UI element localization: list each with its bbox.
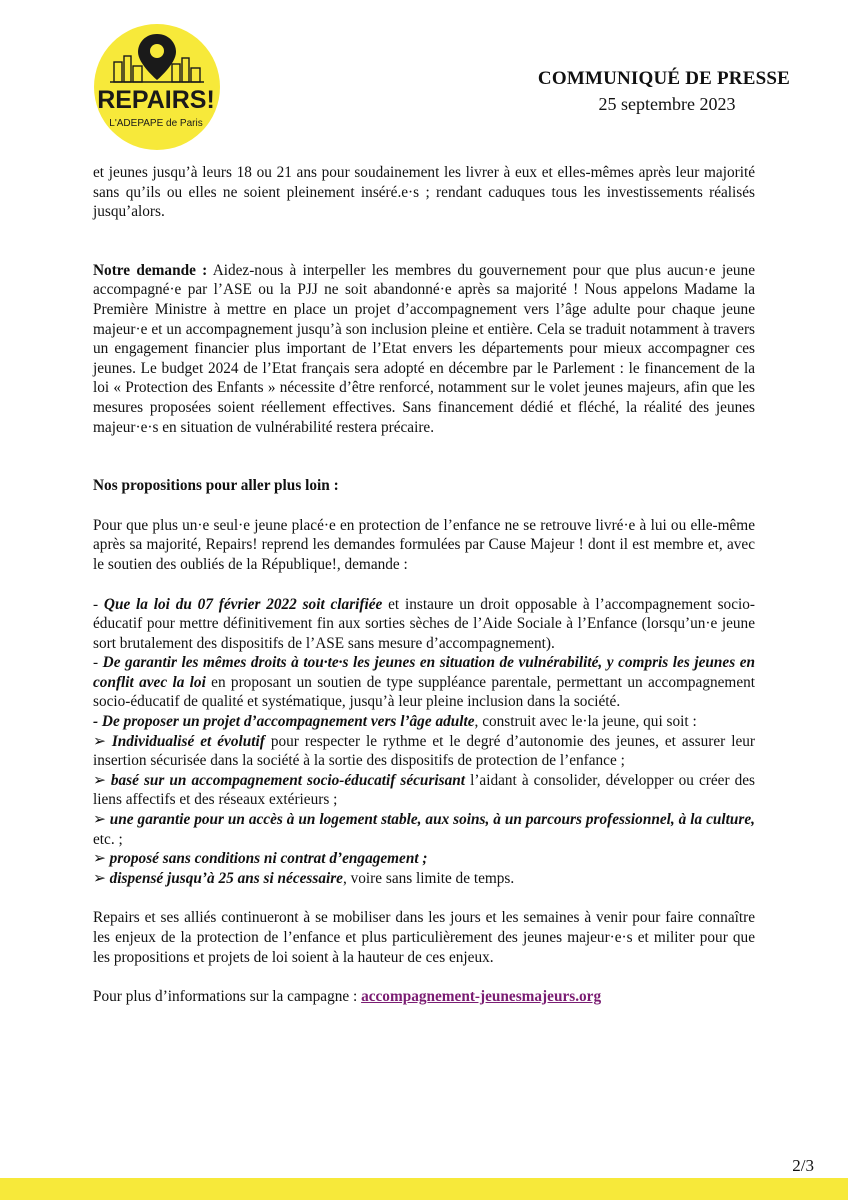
list-item	[93, 810, 755, 849]
item-bold: Que la loi du 07 février 2022 soit clarifiée	[103, 595, 383, 613]
info-line	[93, 987, 755, 1007]
press-title: COMMUNIQUÉ DE PRESSE	[537, 68, 790, 89]
campaign-link[interactable]: accompagnement-jeunesmajeurs.org	[361, 988, 602, 1006]
arrow-bullet-icon: ➢	[93, 869, 110, 887]
item-bold: une garantie pour un accès à un logement stable, aux soins, à un parcours professionnel, à la culture,	[109, 811, 755, 829]
item-rest: pour respecter le rythme et le degré d’autonomie des jeunes, et assurer leur insertion sécurisée dans la société à la sortie des dispositifs de protection de l’enfance ;	[93, 732, 755, 770]
repairs-logo	[92, 22, 222, 152]
info-text: Pour plus d’informations sur la campagne :	[93, 988, 362, 1006]
proposals-heading-text: Nos propositions pour aller plus loin :	[93, 477, 339, 495]
item-rest: etc. ;	[93, 830, 123, 848]
logo-brand: REPAIRS!	[97, 86, 215, 114]
proposals-intro: Pour que plus un·e seul·e jeune placé·e en protection de l’enfance ne se retrouve livré·e à lui ou elle-même après sa majorité, Repairs! reprend les demandes formulées par Cause Majeur ! dont il est membre et, avec le soutien des oubliés de la République!, demande :	[93, 516, 755, 573]
list-item	[93, 869, 755, 889]
demand-text: Aidez-nous à interpeller les membres du gouvernement pour que plus aucun·e jeune accompagné·e par l’ASE ou la PJJ ne soit abandonné·e après sa majorité ! Nous appelons Madame la Première Ministre à mettre en place un projet d’accompagnement vers l’âge adulte pour chaque jeune majeur·e et un accompagnement jusqu’à son inclusion pleine et entière. Cela se traduit notamment à travers un engagement financier plus important de l’Etat envers les départements pour mieux accompagner ces jeunes. Le budget 2024 de l’Etat français sera adopté en décembre par le Parlement : le financement de la loi « Protection des Enfants » nécessite d’être renforcé, notamment sur le volet jeunes majeurs, afin que les mesures proposées soient réellement effectives. Sans financement dédié et fléché, la réalité des jeunes majeur·e·s en situation de vulnérabilité restera précaire.	[93, 261, 755, 436]
list-item	[93, 653, 755, 712]
item-bold: De proposer un projet d’accompagnement vers l’âge adulte	[101, 713, 475, 731]
demand-label: Notre demande :	[93, 261, 208, 279]
item-prefix: -	[93, 654, 103, 672]
proposals-heading	[93, 476, 755, 496]
item-rest: et instaure un droit opposable à l’accompagnement socio-éducatif pour mettre définitivement fin aux sorties sèches de l’Aide Sociale à l’Enfance (lorsqu’un·e jeune sort brutalement des dispositifs de l’ASE sans mesure d’accompagnement).	[93, 595, 755, 652]
repairs-logo-graphic	[92, 22, 222, 152]
press-header	[538, 68, 790, 115]
arrow-bullet-icon: ➢	[93, 732, 112, 750]
logo-subtitle: L'ADEPAPE de Paris	[109, 118, 203, 129]
item-rest: , construit avec le·la jeune, qui soit :	[474, 713, 697, 731]
press-date: 25 septembre 2023	[598, 94, 736, 114]
item-bold: Individualisé et évolutif	[111, 732, 265, 750]
list-item	[93, 732, 755, 771]
list-item	[93, 849, 755, 869]
closing-paragraph: Repairs et ses alliés continueront à se mobiliser dans les jours et les semaines à venir pour faire connaître les enjeux de la protection de l’enfance et plus particulièrement des jeunes majeur·e·s et militer pour que les propositions et projets de loi soient à la hauteur de ces enjeux.	[93, 909, 755, 966]
item-prefix: -	[93, 713, 102, 731]
item-bold: De garantir les mêmes droits à tou·te·s les jeunes en situation de vulnérabilité, y compris les jeunes en conflit avec la loi	[93, 654, 756, 691]
list-item	[93, 712, 755, 732]
demand-paragraph	[93, 261, 755, 437]
press-body	[93, 163, 755, 1007]
list-item	[93, 771, 755, 810]
footer-bar	[0, 1178, 848, 1200]
intro-paragraph: et jeunes jusqu’à leurs 18 ou 21 ans pour soudainement les livrer à eux et elles-mêmes après leur majorité sans qu’ils ou elles ne soient pleinement inséré.e·s ; rendant caduques tous les investissements réalisés jusqu’alors.	[93, 164, 755, 221]
item-bold: basé sur un accompagnement socio-éducatif sécurisant	[110, 771, 466, 789]
item-bold: dispensé jusqu’à 25 ans si nécessaire	[109, 869, 343, 887]
item-prefix: -	[93, 595, 104, 613]
item-rest: en proposant un soutien de type suppléance parentale, permettant un accompagnement socio-éducatif de qualité et systématique, jusqu’à leur pleine inclusion dans la société.	[93, 673, 756, 711]
arrow-bullet-icon: ➢	[93, 811, 110, 829]
item-bold: proposé sans conditions ni contrat d’engagement ;	[109, 850, 428, 868]
arrow-bullet-icon: ➢	[93, 850, 110, 868]
page-number: 2/3	[792, 1156, 814, 1175]
list-item	[93, 595, 755, 654]
item-rest: l’aidant à consolider, développer ou créer des liens affectifs et des réseaux extérieurs ;	[93, 771, 755, 809]
arrow-bullet-icon: ➢	[93, 771, 111, 789]
item-rest: , voire sans limite de temps.	[342, 869, 515, 887]
